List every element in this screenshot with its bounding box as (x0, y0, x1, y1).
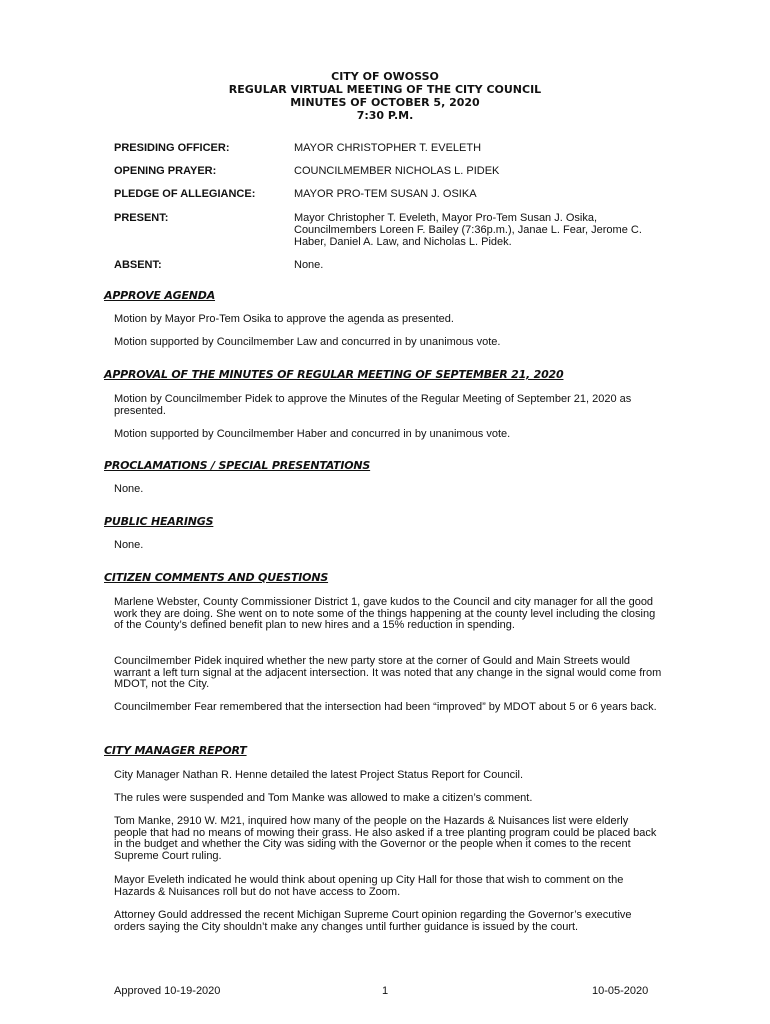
citizen-comment-webster: Marlene Webster, County Commissioner District 1, gave kudos to the Council and city manager for all the good work they are doing. She went on to note some of the things happening at the county level including the closing of the County’s defined benefit plan to new hires and a 15% reduction in spending. (114, 596, 656, 631)
footer-meeting-date: 10-05-2020 (592, 985, 649, 997)
public-hearings-text: None. (114, 539, 144, 551)
footer-approved-date: Approved 10-19-2020 (114, 985, 221, 997)
present-label: PRESENT: (114, 212, 169, 224)
section-heading-proclamations: PROCLAMATIONS / SPECIAL PRESENTATIONS (104, 459, 371, 472)
section-heading-approve-agenda: APPROVE AGENDA (104, 289, 216, 302)
opening-prayer-label: OPENING PRAYER: (114, 165, 217, 177)
approval-minutes-support: Motion supported by Councilmember Haber and concurred in by unanimous vote. (114, 428, 511, 440)
footer-page-number: 1 (382, 985, 389, 997)
section-heading-public-hearings: PUBLIC HEARINGS (104, 515, 214, 528)
document-title-city: CITY OF OWOSSO (331, 70, 439, 83)
city-manager-status-report: City Manager Nathan R. Henne detailed the latest Project Status Report for Council. (114, 769, 524, 781)
pledge-label: PLEDGE OF ALLEGIANCE: (114, 188, 256, 200)
city-manager-gould-comment: Attorney Gould addressed the recent Michigan Supreme Court opinion regarding the Governor’s executive orders saying the City shouldn’t make any changes until further guidance is issued by the court. (114, 909, 632, 933)
approval-minutes-motion: Motion by Councilmember Pidek to approve the Minutes of the Regular Meeting of September 21, 2020 as presented. (114, 393, 632, 417)
document-title-time: 7:30 P.M. (356, 109, 414, 122)
citizen-comment-pidek: Councilmember Pidek inquired whether the new party store at the corner of Gould and Main Streets would warrant a left turn signal at the adjacent intersection. It was noted that any change in the signal would come from MDOT, not the City. (114, 655, 662, 690)
opening-prayer-value: COUNCILMEMBER NICHOLAS L. PIDEK (294, 165, 500, 177)
document-title-meeting: REGULAR VIRTUAL MEETING OF THE CITY COUNCIL (228, 83, 542, 96)
city-manager-rules-suspended: The rules were suspended and Tom Manke was allowed to make a citizen’s comment. (114, 792, 533, 804)
section-heading-city-manager-report: CITY MANAGER REPORT (104, 744, 247, 757)
approve-agenda-support: Motion supported by Councilmember Law and concurred in by unanimous vote. (114, 336, 501, 348)
section-heading-citizen-comments: CITIZEN COMMENTS AND QUESTIONS (104, 571, 329, 584)
approve-agenda-motion: Motion by Mayor Pro-Tem Osika to approve the agenda as presented. (114, 313, 454, 325)
section-heading-approval-minutes: APPROVAL OF THE MINUTES OF REGULAR MEETING OF SEPTEMBER 21, 2020 (104, 368, 564, 381)
presiding-officer-value: MAYOR CHRISTOPHER T. EVELETH (294, 142, 482, 154)
pledge-value: MAYOR PRO-TEM SUSAN J. OSIKA (294, 188, 477, 200)
document-title-minutes-date: MINUTES OF OCTOBER 5, 2020 (290, 96, 480, 109)
city-manager-manke-comment: Tom Manke, 2910 W. M21, inquired how many of the people on the Hazards & Nuisances list were elderly people that had no means of mowing their grass. He also asked if a tree planting program could be placed back in the budget and whether the City was siding with the Governor or the people when it comes to the recent Supreme Court ruling. (114, 815, 657, 862)
presiding-officer-label: PRESIDING OFFICER: (114, 142, 230, 154)
absent-label: ABSENT: (114, 259, 162, 271)
absent-value: None. (294, 259, 324, 271)
proclamations-text: None. (114, 483, 144, 495)
citizen-comment-fear: Councilmember Fear remembered that the intersection had been “improved” by MDOT about 5 or 6 years back. (114, 701, 657, 713)
city-manager-eveleth-comment: Mayor Eveleth indicated he would think about opening up City Hall for those that wish to comment on the Hazards & Nuisances roll but do not have access to Zoom. (114, 874, 624, 898)
present-value: Mayor Christopher T. Eveleth, Mayor Pro-Tem Susan J. Osika, Councilmembers Loreen F. Bailey (7:36p.m.), Janae L. Fear, Jerome C. Haber, Daniel A. Law, and Nicholas L. Pidek. (294, 212, 642, 248)
